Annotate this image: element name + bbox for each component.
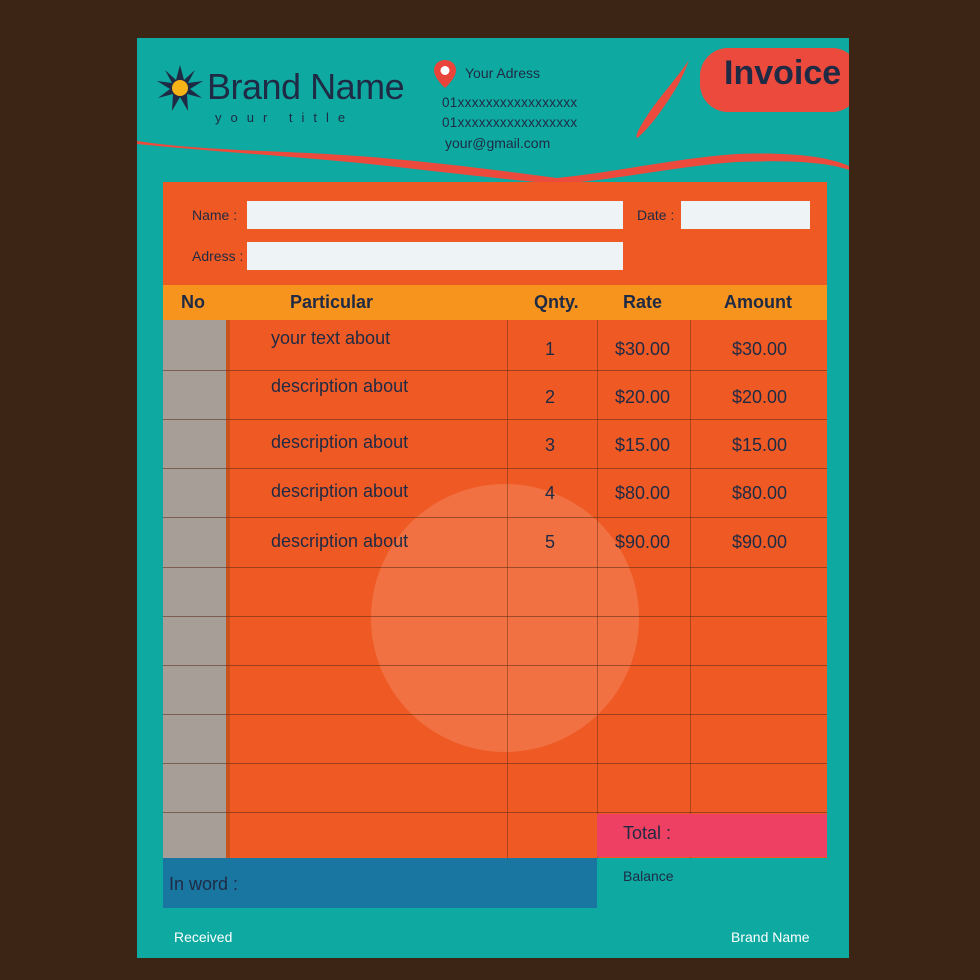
phone-number-1: 01xxxxxxxxxxxxxxxxx [442,95,578,110]
phone-number-2: 01xxxxxxxxxxxxxxxxx [442,115,578,130]
name-field[interactable] [247,201,623,229]
row-particular: description about [271,531,409,551]
table-header [163,285,827,320]
row-divider [163,812,827,813]
column-header-particular: Particular [290,292,374,312]
row-divider [163,468,827,469]
row-divider [163,616,827,617]
in-word-label: In word : [169,874,239,894]
received-label: Received [174,929,233,945]
no-column [163,320,226,858]
row-amount: $90.00 [732,532,788,552]
decorative-circle [371,484,639,752]
date-field[interactable] [681,201,810,229]
address-label: Adress : [192,248,244,264]
column-header-rate: Rate [623,292,663,312]
no-column-shadow [226,320,230,858]
total-label: Total : [623,823,672,843]
row-rate: $30.00 [615,339,671,359]
row-divider [163,419,827,420]
brand-name: Brand Name [207,66,405,107]
row-rate: $90.00 [615,532,671,552]
items-table [163,320,827,858]
row-particular: description about [271,481,409,501]
row-divider [163,714,827,715]
column-header-amount: Amount [724,292,792,312]
row-amount: $20.00 [732,387,788,407]
map-pin-icon [433,60,457,88]
row-qty: 5 [545,532,556,552]
row-particular: description about [271,376,409,396]
row-divider [163,567,827,568]
brand-tagline: your title [215,110,355,125]
row-qty: 2 [545,387,556,407]
row-rate: $20.00 [615,387,671,407]
column-divider [597,320,598,858]
row-rate: $15.00 [615,435,671,455]
row-amount: $30.00 [732,339,788,359]
column-divider [690,320,691,858]
company-address: Your Adress [465,65,540,81]
column-header-no: No [181,292,205,312]
balance-label: Balance [623,868,674,884]
column-divider [507,320,508,858]
row-divider [163,517,827,518]
row-divider [163,370,827,371]
footer-brand-name: Brand Name [731,929,810,945]
row-qty: 1 [545,339,556,359]
star-burst-logo-icon [157,65,203,111]
date-label: Date : [637,207,675,223]
invoice-sheet [137,38,849,958]
company-email: your@gmail.com [445,135,551,151]
invoice-title: Invoice [724,54,842,92]
row-divider [163,763,827,764]
row-qty: 4 [545,483,556,503]
row-particular: description about [271,432,409,452]
row-qty: 3 [545,435,556,455]
row-amount: $80.00 [732,483,788,503]
row-particular: your text about [271,328,391,348]
row-amount: $15.00 [732,435,788,455]
client-info-panel [163,182,827,285]
row-rate: $80.00 [615,483,671,503]
row-divider [163,665,827,666]
address-field[interactable] [247,242,623,270]
column-header-qty: Qnty. [534,292,579,312]
name-label: Name : [192,207,238,223]
